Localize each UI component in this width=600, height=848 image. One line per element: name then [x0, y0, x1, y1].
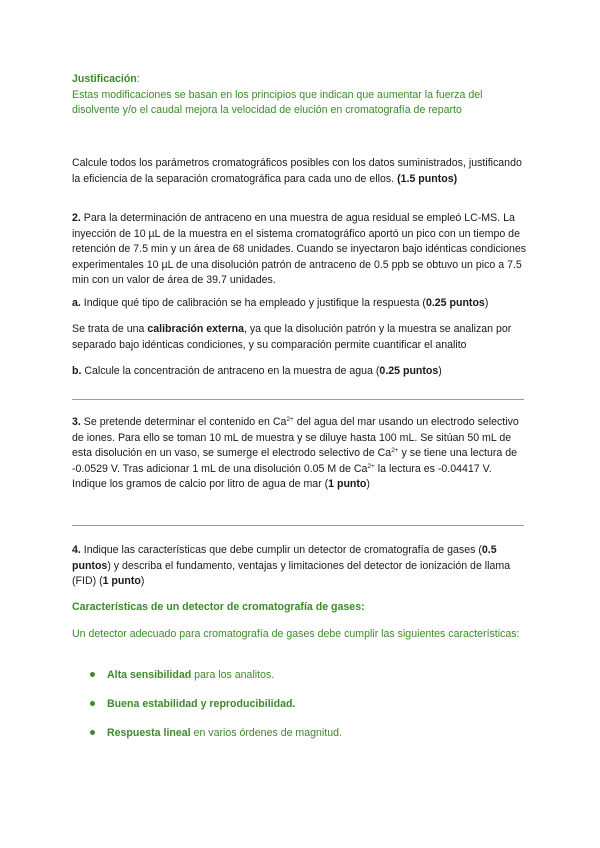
bullet-bold: Respuesta lineal [107, 727, 191, 739]
q3-sup-3: 2+ [367, 462, 375, 470]
q2-answer-bold: calibración externa [147, 323, 244, 335]
justificacion-section [72, 72, 527, 119]
bullet-bold: Buena estabilidad y reproducibilidad. [107, 698, 296, 710]
q3-text-4: la lectura es -0.04417 V. [374, 462, 492, 475]
bullet-rest: en varios órdenes de magnitud. [190, 727, 342, 739]
q3-text-1: Se pretende determinar el contenido en Ca [80, 416, 287, 428]
q4-points-1: 0.5 puntos [72, 544, 497, 572]
q2-a-text: Indique qué tipo de calibración se ha empleado y justifique la respuesta ( [80, 297, 426, 309]
q3-text-2: del agua del mar usando un electrodo selectivo de iones. Para ello se toman 10 mL de muestra y se diluye hasta 100 mL. Se sitúan 50 mL de esta disolución en un vaso, se sumerge el electrodo selectivo de Ca [72, 416, 519, 459]
caracteristicas-heading: Características de un detector de cromatografía de gases: [72, 601, 365, 613]
q2-b-points: 0.25 puntos [379, 365, 439, 377]
bullet-dot-icon [90, 730, 95, 735]
q2-b-text: Calcule la concentración de antraceno en la muestra de agua ( [81, 365, 380, 377]
q2-b-label: b. [72, 365, 82, 377]
q2-answer [72, 322, 527, 353]
q2-part-b [72, 364, 527, 380]
bullet-item [90, 668, 510, 683]
q2-part-a [72, 296, 527, 312]
divider-2 [72, 525, 524, 526]
question-2 [72, 211, 527, 289]
q2-answer-pre: Se trata de una [72, 323, 148, 335]
q3-sup-1: 2+ [286, 416, 294, 423]
calcule-paragraph [72, 156, 527, 187]
bullet-dot-icon [90, 672, 95, 677]
bullet-rest: para los analitos. [191, 669, 275, 681]
q2-answer-post: , ya que la disolución patrón y la muestra se analizan por separado bajo idénticas condiciones, y su comparación permite cuantificar el analito [72, 323, 512, 351]
justificacion-heading [72, 72, 527, 88]
q3-points: 1 punto [328, 478, 367, 490]
bullet-item [90, 726, 510, 741]
q2-number: 2. [72, 212, 81, 224]
question-3 [72, 415, 527, 493]
q2-a-label: a. [72, 297, 81, 309]
q3-text-3: y se tiene una lectura de -0.0529 V. Tras adicionar 1 mL de una disolución 0.05 M de Ca [72, 447, 517, 475]
divider-1 [72, 399, 524, 400]
justificacion-colon: : [136, 73, 140, 85]
q4-close: ) [140, 575, 145, 587]
bullet-item [90, 697, 510, 712]
q3-close: ) [366, 478, 370, 490]
bullet-dot-icon [90, 701, 95, 706]
q4-points-2: 1 punto [102, 575, 141, 587]
q4-text-2: ) y describa el fundamento, ventajas y limitaciones del detector de ionización de llama (FID) ( [72, 559, 511, 587]
question-4 [72, 543, 527, 590]
bullet-bold: Alta sensibilidad [107, 669, 192, 681]
q2-text: Para la determinación de antraceno en una muestra de agua residual se empleó LC-MS. La inyección de 10 µL de la muestra en el sistema cromatográfico aportó un pico con un tiempo de retención de 7.5 min y un área de 68 unidades. Cuando se inyectaron bajo idénticas condiciones experimentales 10 µL de una disolución patrón de antraceno de 0.5 ppb se obtuvo un pico a 7.5 min con un valor de área de 39.7 unidades. [72, 212, 527, 286]
caracteristicas-intro: Un detector adecuado para cromatografía de gases debe cumplir las siguientes características: [72, 628, 520, 640]
q3-sup-2: 2+ [391, 447, 399, 454]
justificacion-label: Justificación [72, 73, 137, 85]
q2-a-points: 0.25 puntos [425, 297, 485, 309]
calcule-text: Calcule todos los parámetros cromatográficos posibles con los datos suministrados, justificando la eficiencia de la separación cromatográfica para cada uno de ellos. [72, 157, 522, 185]
q2-b-close: ) [438, 365, 442, 377]
q4-number: 4. [72, 544, 81, 556]
q3-number: 3. [72, 416, 81, 428]
calcule-points: (1.5 puntos) [397, 172, 458, 185]
q2-a-close: ) [484, 297, 489, 309]
q3-indique: Indique los gramos de calcio por litro de agua de mar ( [72, 478, 329, 490]
justificacion-text: Estas modificaciones se basan en los principios que indican que aumentar la fuerza del disolvente y/o el caudal mejora la velocidad de elución en cromatografía de reparto [72, 88, 483, 116]
q4-text-1: Indique las características que debe cumplir un detector de cromatografía de gases ( [80, 544, 482, 556]
